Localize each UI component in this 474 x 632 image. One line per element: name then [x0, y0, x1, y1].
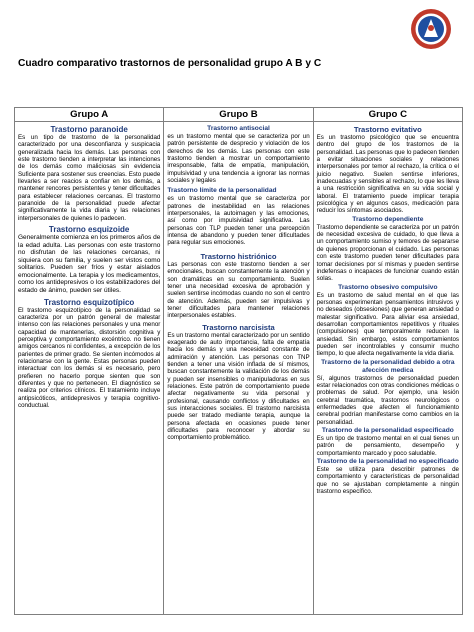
table-body [15, 122, 462, 614]
section-text-esquizoide: Generalmente comienza en los primeros años de la edad adulta. Las personas con este trastorno no disfrutan de las relaciones cercanas, ni siquiera con su familia, y suelen ser vistos como solitarios. Pueden ser fríos y estar aislados emocionalmente. La terapia y los medicamentos, como los antidepresivos o los estabilizadores del estado de ánimo, pueden ser útiles. [18, 234, 161, 294]
section-title-paranoide: Trastorno paranoide [50, 125, 128, 134]
section-text-dependiente: Trastorno dependiente se caracteriza por un patrón de necesidad excesiva de cuidado, lo que lleva a un comportamiento sumiso y temores de separarse de quienes proporcionan el cuidado. Las personas con este trastorno pueden tener dificultades para tomar decisiones por sí mismas y pueden sentirse indefensas o incapaces de funcionar cuando están solas. [316, 223, 459, 283]
document-title: Cuadro comparativo trastornos de personalidad grupo A B y C [18, 58, 322, 69]
section-title-histrionico: Trastorno histriónico [200, 251, 277, 261]
section-text-histrionico: Las personas con este trastorno tienden a ser emocionales, buscan constantemente la atención y son dramáticas en su comportamiento. Suelen tener una necesidad excesiva de aprobación y suelen sentirse incómodas cuando no son el centro de atención. Además, pueden ser impulsivas y tener dificultades para mantener relaciones interpersonales estables. [167, 260, 310, 320]
section-text-afeccion: Sí, algunos trastornos de personalidad pueden estar relacionados con otras condiciones médicas o problemas de salud. Por ejemplo, una lesión cerebral traumática, trastornos neurológicos o enfermedades que afecten el funcionamiento cerebral podrían manifestarse como cambios en la personalidad. [316, 374, 459, 426]
section-text-obsesivo: Es un trastorno de salud mental en el que las personas experimentan pensamientos intrusivos y no deseados (obsesiones) que generan ansiedad o malestar significativo. Para aliviar esa ansiedad, desarrollan comportamientos repetitivos y rituales (compulsiones) que temporalmente reducen la ansiedad. Sin embargo, estos comportamientos pueden ser incontrolables y consumir mucho tiempo, lo que afecta negativamente la vida diaria. [316, 291, 459, 358]
section-text-narcisista: Es un trastorno mental caracterizado por un sentido exagerado de auto importancia, falta de empatía hacia los demás y una necesidad constante de admiración y atención. Las personas con TNP tienden a tener una visión inflada de sí mismos, buscan constantemente la validación de los demás y pueden ser insensibles o manipuladoras en sus relaciones. Este patrón de comportamiento puede afectar negativamente su vida personal y profesional, causando conflictos y dificultades en sus interacciones sociales. El trastorno narcisista puede ser tratado mediante terapia, aunque la persona afectada en ocasiones puede tener dificultades para reconocer y abordar su comportamiento problemático. [167, 331, 310, 442]
section-title-obsesivo: Trastorno obsesivo compulsivo [338, 283, 438, 291]
section-title-no-especificado: Trastorno de la personalidad no especificado [316, 458, 459, 466]
section-title-especificado: Trastorno de la personalidad especificado [321, 427, 454, 435]
section-text-esquizotipico: El trastorno esquizotípico de la personalidad se caracteriza por un patrón general de malestar intenso con las relaciones personales y una menor capacidad de mantenerlas, distorsión cognitiva y perceptiva y comportamiento excéntrico. no tienen amigos cercanos ni confidentes, a excepción de los parientes de primer grado. Se sienten incómodos al relacionarse con la gente. Estas personas pueden interactuar con los demás si es necesario, pero prefieren no hacerlo porque sienten que son diferentes y que no pertenecen. El diagnóstico se realiza por criterios clínicos. El tratamiento incluye antipsicóticos, antidepresivos y terapia cognitivo-conductual. [18, 306, 161, 409]
header-grupo-c: Grupo C [368, 109, 407, 120]
section-title-esquizotipico: Trastorno esquizotípico [44, 297, 135, 307]
section-title-dependiente: Trastorno dependiente [352, 215, 424, 223]
section-text-antisocial: es un trastorno mental que se caracteriza por un patrón persistente de desprecio y violación de los derechos de los demás. Las personas con este trastorno tienden a mostrar un comportamiento irresponsable, falta de empatía, manipulación, impulsividad y una tendencia a ignorar las normas sociales y legales [167, 133, 310, 185]
header-grupo-b: Grupo B [164, 108, 313, 121]
section-title-limite: Trastorno límite de la personalidad [167, 187, 277, 195]
section-title-antisocial: Trastorno antisocial [207, 125, 270, 132]
seal-logo-icon [410, 8, 452, 50]
section-title-evitativo: Trastorno evitativo [353, 125, 422, 134]
column-grupo-c [314, 122, 462, 614]
section-text-no-especificado: Este se utiliza para describir patrones de comportamiento y características de personalidad que no se ajustaban completamente a ningún trastorno específico. [316, 466, 459, 496]
header-grupo-a: Grupo A [15, 108, 164, 121]
section-text-especificado: Es un tipo de trastorno mental en el cual tienes un patrón de pensamiento, desempeño y comportamiento marcado y poco saludable. [316, 435, 459, 457]
column-grupo-a [15, 122, 164, 614]
section-text-paranoide: Es un tipo de trastorno de la personalidad caracterizado por una desconfianza y suspicacia generalizada hacia los demás. Las personas con este trastorno tienden a interpretar las intenciones de los demás como maliciosas sin evidencia Suficiente para sostener sus creencias. Esto puede llevarles a ser reacios a confiar en los demás, a mantener rencores persistentes y tener dificultades para establecer relaciones cercanas. El trastorno paranoide de la personalidad puede afectar significativamente la vida diaria y las relaciones interpersonales de quienes lo padecen. [18, 134, 161, 222]
comparison-table [14, 107, 463, 615]
section-title-narcisista: Trastorno narcisista [202, 322, 275, 332]
column-grupo-b [164, 122, 313, 614]
section-title-esquizoide: Trastorno esquizoide [48, 225, 130, 235]
table-header-row [15, 108, 462, 122]
section-title-afeccion: Trastorno de la personalidad debido a otra afección medica [321, 358, 455, 374]
section-text-evitativo: Es un trastorno psicológico que se encuentra dentro del grupo de los trastornos de la personalidad. Las personas que lo padecen tienden a evitar situaciones sociales y relaciones interpersonales por temor al rechazo, la crítica o el juicio negativo. Suelen sentirse inferiores, inadecuadas y sensibles al rechazo, lo que les lleva a una restricción significativa en su vida social y laboral. El tratamiento puede implicar terapia psicológica y en algunos casos, medicación para reducir los síntomas asociados. [316, 134, 459, 215]
section-text-limite: es un trastorno mental que se caracteriza por patrones de inestabilidad en las relaciones interpersonales, la autoimagen y las emociones, así como por impulsividad significativa. Las personas con TLP pueden tener una percepción intensa de abandono y pueden tener dificultades para regular sus emociones. [167, 195, 310, 247]
